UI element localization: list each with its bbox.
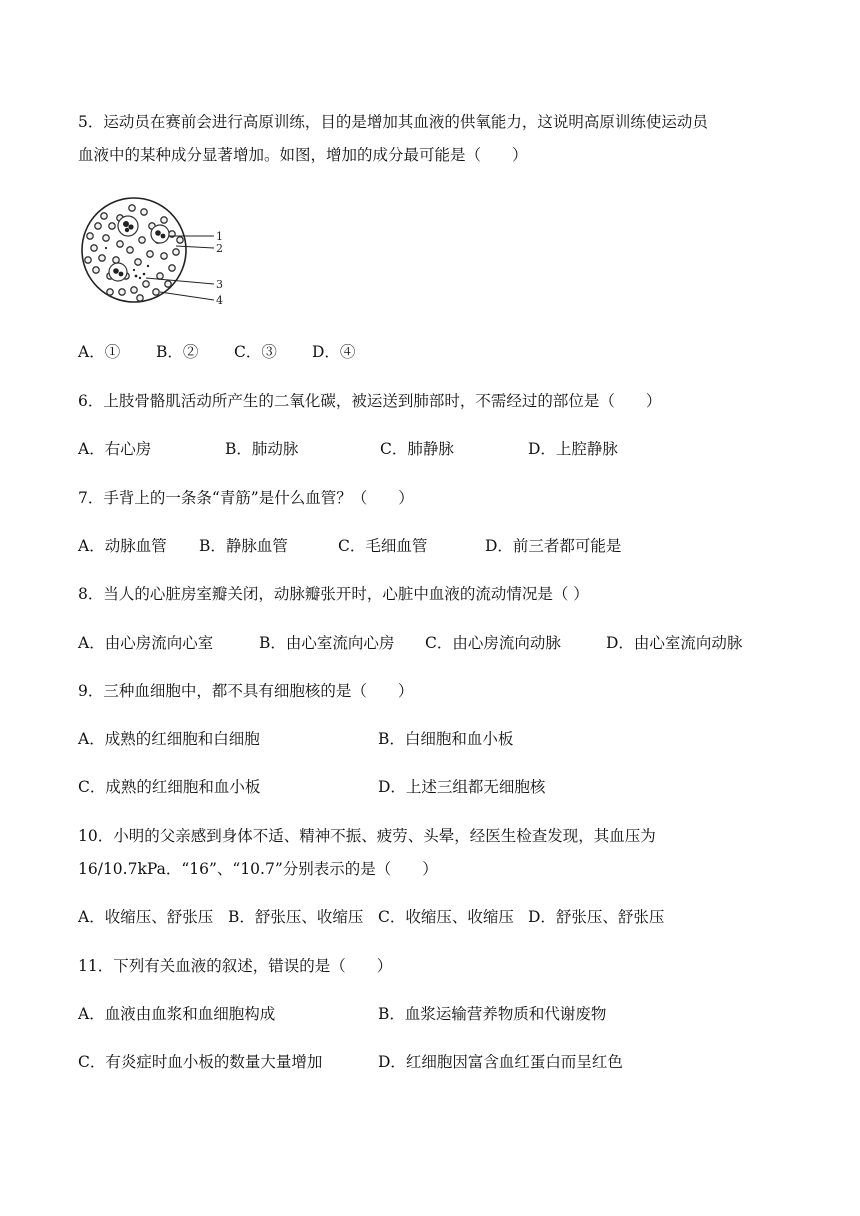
q6-option-b[interactable]: B．肺动脉 (225, 440, 299, 458)
q5-stem-line-2: 血液中的某种成分显著增加。如图，增加的成分最可能是（ ） (78, 146, 528, 164)
q5-stem-line-1: 5．运动员在赛前会进行高原训练，目的是增加其血液的供氧能力，这说明高原训练使运动员 (78, 113, 708, 131)
q11-stem: 11．下列有关血液的叙述，错误的是（ ） (78, 957, 393, 975)
q5-option-a[interactable]: A．① (78, 343, 121, 361)
q6-stem: 6．上肢骨骼肌活动所产生的二氧化碳，被运送到肺部时，不需经过的部位是（ ） (78, 392, 662, 410)
q10-stem-line-2: 16/10.7kPa．“16”、“10.7”分别表示的是（ ） (78, 860, 438, 878)
q9-stem: 9．三种血细胞中，都不具有细胞核的是（ ） (78, 682, 414, 700)
q6-option-d[interactable]: D．上腔静脉 (528, 440, 618, 458)
q8-option-c[interactable]: C．由心房流向动脉 (425, 634, 561, 652)
q7-stem: 7．手背上的一条条“青筋”是什么血管？（ ） (78, 489, 414, 507)
q10-stem-line-1: 10．小明的父亲感到身体不适、精神不振、疲劳、头晕，经医生检查发现，其血压为 (78, 827, 656, 845)
q9-option-b[interactable]: B．白细胞和血小板 (378, 730, 514, 748)
figure-label-3: 3 (216, 278, 223, 291)
q11-option-b[interactable]: B．血浆运输营养物质和代谢废物 (378, 1005, 607, 1023)
figure-label-1: 1 (216, 230, 223, 243)
q8-option-a[interactable]: A．由心房流向心室 (78, 634, 214, 652)
q7-option-d[interactable]: D．前三者都可能是 (485, 537, 622, 555)
q8-option-d[interactable]: D．由心室流向动脉 (606, 634, 743, 652)
q6-option-a[interactable]: A．右心房 (78, 440, 152, 458)
q5-option-d[interactable]: D．④ (312, 343, 356, 361)
q5-option-b[interactable]: B．② (156, 343, 199, 361)
figure-label-4: 4 (216, 294, 223, 307)
q8-stem: 8．当人的心脏房室瓣关闭，动脉瓣张开时，心脏中血液的流动情况是（ ） (78, 585, 589, 603)
q9-option-c[interactable]: C．成熟的红细胞和血小板 (78, 778, 261, 796)
q7-option-b[interactable]: B．静脉血管 (199, 537, 288, 555)
figure-label-2: 2 (216, 242, 223, 255)
q10-option-d[interactable]: D．舒张压、舒张压 (528, 908, 665, 926)
q7-option-c[interactable]: C．毛细血管 (338, 537, 428, 555)
q9-option-d[interactable]: D．上述三组都无细胞核 (378, 778, 546, 796)
q5-option-c[interactable]: C．③ (234, 343, 277, 361)
q10-option-b[interactable]: B．舒张压、收缩压 (228, 908, 364, 926)
q11-option-c[interactable]: C．有炎症时血小板的数量大量增加 (78, 1053, 323, 1071)
q6-option-c[interactable]: C．肺静脉 (380, 440, 454, 458)
q11-option-d[interactable]: D．红细胞因富含血红蛋白而呈红色 (378, 1053, 623, 1071)
q10-option-a[interactable]: A．收缩压、舒张压 (78, 908, 214, 926)
q10-option-c[interactable]: C．收缩压、收缩压 (378, 908, 514, 926)
q8-option-b[interactable]: B．由心室流向心房 (259, 634, 395, 652)
q7-option-a[interactable]: A．动脉血管 (78, 537, 167, 555)
blood-smear-figure (76, 196, 236, 310)
q9-option-a[interactable]: A．成熟的红细胞和白细胞 (78, 730, 260, 748)
q11-option-a[interactable]: A．血液由血浆和血细胞构成 (78, 1005, 276, 1023)
